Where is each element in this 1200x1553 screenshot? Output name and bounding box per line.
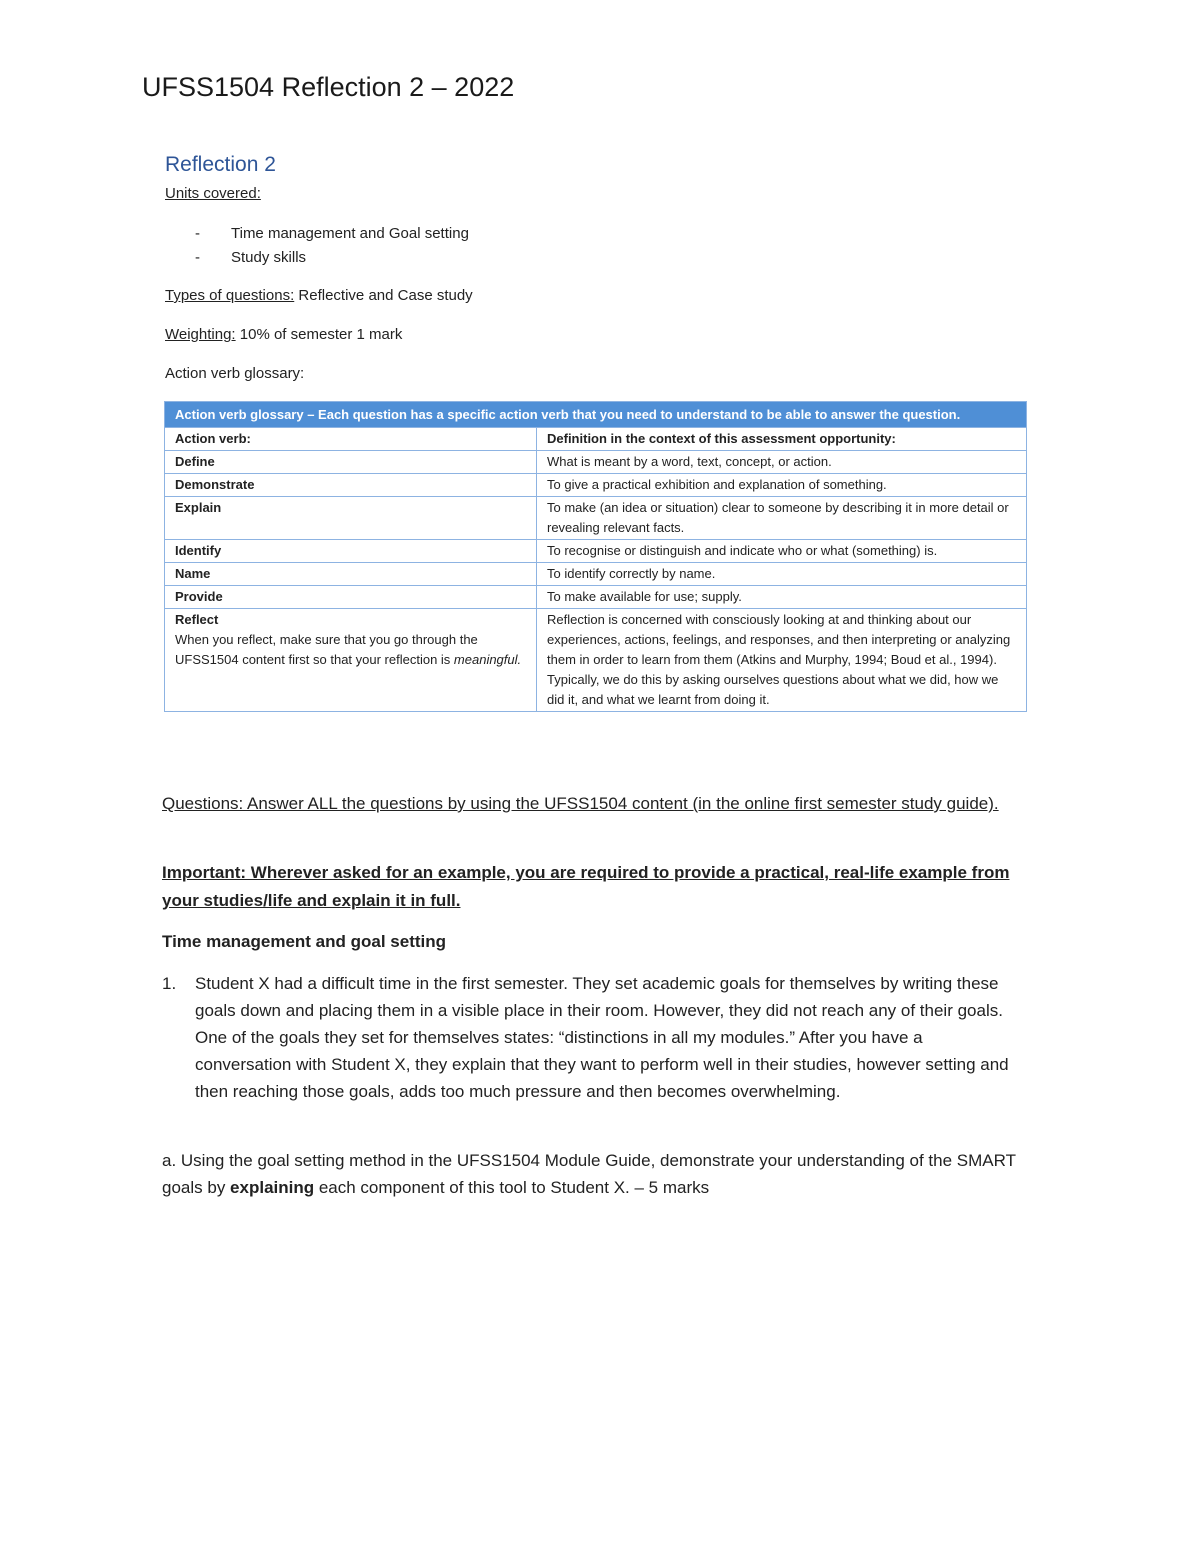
column-header-definition: Definition in the context of this assessment opportunity:: [537, 428, 1027, 451]
table-row: [165, 609, 1027, 712]
questions-instructions: Questions: Answer ALL the questions by using the UFSS1504 content (in the online first semester study guide).: [162, 794, 999, 813]
weighting-value: 10% of semester 1 mark: [235, 326, 403, 343]
verb-cell: Identify: [165, 540, 537, 563]
question-number: 1.: [162, 974, 177, 993]
weighting-label: Weighting:: [165, 326, 236, 343]
verb-cell: Define: [165, 451, 537, 474]
table-row: [165, 451, 1027, 474]
glossary-banner: Action verb glossary – Each question has a specific action verb that you need to understand to be able to answer the question.: [165, 402, 1027, 428]
verb-cell: Explain: [165, 497, 537, 540]
question-text: Student X had a difficult time in the first semester. They set academic goals for themselves by writing these goals down and placing them in a visible place in their room. However, they did not reach any of their goals. One of the goals they set for themselves states: “distinctions in all my modules.” After you have a conversation with Student X, they explain that they want to perform well in their studies, however setting and then reaching those goals, adds too much pressure and then becomes overwhelming.: [195, 974, 1009, 1101]
types-of-questions-line: [165, 287, 473, 304]
verb-cell: Demonstrate: [165, 474, 537, 497]
section-heading: Reflection 2: [165, 153, 276, 176]
definition-cell: To identify correctly by name.: [537, 563, 1027, 586]
definition-cell: What is meant by a word, text, concept, or action.: [537, 451, 1027, 474]
verb-cell: Provide: [165, 586, 537, 609]
table-row: [165, 563, 1027, 586]
definition-cell: To recognise or distinguish and indicate who or what (something) is.: [537, 540, 1027, 563]
sub-question-a-prefix: a. Using the goal setting method in the UFSS1504 Module Guide, demonstrate your understanding of the SMART goals by: [162, 1151, 1016, 1197]
list-item: [195, 248, 469, 272]
subheading-time-management: Time management and goal setting: [162, 932, 447, 951]
reflect-note: [175, 630, 526, 670]
important-note: Important: Wherever asked for an example, you are required to provide a practical, real-life example from your studies/life and explain it in full.: [162, 863, 1010, 910]
unit-item-text: Study skills: [231, 249, 307, 266]
definition-cell: To make (an idea or situation) clear to someone by describing it in more detail or revealing relevant facts.: [537, 497, 1027, 540]
types-label: Types of questions:: [165, 287, 295, 304]
glossary-banner-row: [165, 402, 1027, 428]
sub-question-a-suffix: each component of this tool to Student X. – 5 marks: [314, 1178, 710, 1197]
definition-cell: To give a practical exhibition and explanation of something.: [537, 474, 1027, 497]
reflect-note-emphasis: meaningful.: [453, 652, 522, 667]
document-title: UFSS1504 Reflection 2 – 2022: [142, 72, 515, 102]
units-covered-label: Units covered:: [165, 185, 261, 202]
table-row: [165, 586, 1027, 609]
list-item: [195, 224, 469, 248]
glossary-header-row: [165, 428, 1027, 451]
sub-question-a: [162, 1147, 1032, 1201]
action-verb-glossary-table: [164, 401, 1027, 712]
bullet-dash: -: [195, 225, 200, 242]
list-item: [162, 970, 1022, 1105]
table-row: [165, 540, 1027, 563]
definition-cell: To make available for use; supply.: [537, 586, 1027, 609]
question-list: [162, 970, 1022, 1105]
column-header-verb: Action verb:: [165, 428, 537, 451]
types-value: Reflective and Case study: [294, 287, 473, 304]
reflect-note-text: When you reflect, make sure that you go through the UFSS1504 content first so that your reflection is: [175, 632, 478, 667]
reflect-verb: Reflect: [175, 612, 219, 627]
verb-cell-reflect: [165, 609, 537, 712]
weighting-line: [165, 326, 402, 343]
verb-cell: Name: [165, 563, 537, 586]
units-list: [195, 224, 469, 272]
bullet-dash: -: [195, 249, 200, 266]
glossary-intro: Action verb glossary:: [165, 365, 305, 382]
definition-cell: Reflection is concerned with consciously looking at and thinking about our experiences, actions, feelings, and responses, and then interpreting or analyzing them in order to learn from them (Atkins and Murphy, 1994; Boud et al., 1994). Typically, we do this by asking ourselves questions about what we did, how we did it, and what we learnt from doing it.: [537, 609, 1027, 712]
sub-question-a-bold: explaining: [230, 1178, 315, 1197]
unit-item-text: Time management and Goal setting: [231, 225, 469, 242]
table-row: [165, 474, 1027, 497]
table-row: [165, 497, 1027, 540]
